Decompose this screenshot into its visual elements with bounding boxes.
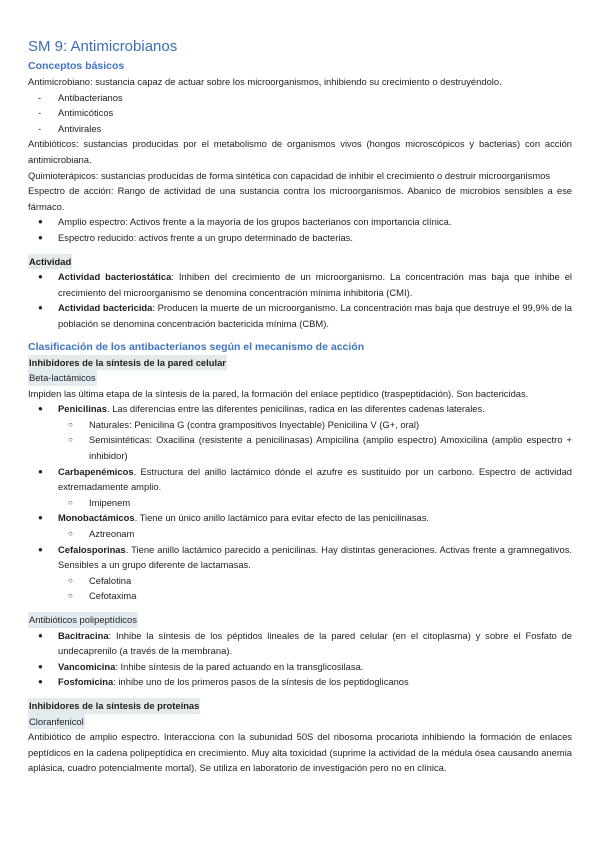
list-item: - Antimicóticos — [28, 105, 572, 121]
espectro-list — [28, 214, 572, 245]
espectro-definition: Espectro de acción: Rango de actividad de una sustancia contra los microorganismos. Abanico de microbios sensibles a ese fármaco. — [28, 185, 572, 212]
antibioticos-definition: Antibióticos: sustancias producidas por el metabolismo de organismos vivos (hongos microscópicos y bacterias) con acción antimicrobiana. — [28, 138, 572, 165]
circle-bullet-icon: ○ — [68, 497, 73, 507]
proteinas-heading: Inhibidores de la síntesis de proteínas — [28, 698, 200, 714]
bullet-icon: ● — [38, 513, 43, 523]
bullet-icon: ● — [38, 303, 43, 313]
bullet-icon: ● — [38, 630, 43, 640]
cloranfenicol-text: Antibiótico de amplio espectro. Interacciona con la subunidad 50S del ribosoma procariota inhibiendo la formación de enlaces peptídicos en la cadena polipeptídica en crecimiento. Muy alta toxicidad (suprime la actividad de la médula ósea causando anemia aplásica, cuadro potencialmente mortal). Se utiliza en laboratorio de investigación pero no en clínica. — [28, 731, 572, 774]
list-item: ● Carbapenémicos. Estructura del anillo lactámico dónde el azufre es sustituido por un carbono. Espectro de actividad extremadamente amplio. ○ Imipenem — [28, 464, 572, 511]
sub-list-item: ○ Semisintéticas: Oxacilina (resistente a penicilinasas) Ampicilina (amplio espectro) Amoxicilina (amplio espectro + inhibidor) — [68, 434, 572, 462]
polipeptidicos-subheading: Antibióticos polipeptídicos — [28, 612, 138, 628]
beta-lactamicos-subheading: Beta-lactámicos — [28, 370, 97, 386]
list-item: ● Vancomicina: Inhibe síntesis de la pared actuando en la transglicosilasa. — [28, 659, 572, 675]
circle-bullet-icon: ○ — [68, 529, 73, 539]
antimicrobiano-definition: Antimicrobiano: sustancia capaz de actuar sobre los microorganismos, inhibiendo su crecimiento o destruyéndolo. — [28, 76, 502, 87]
list-item: ● Espectro reducido: activos frente a un grupo determinado de bacterias. — [28, 230, 572, 246]
pared-intro: Impiden las última etapa de la síntesis de la pared, la formación del enlace peptídico (traspeptidación). Son bactericidas. — [28, 387, 529, 399]
sub-list-item: ○ Aztreonam — [28, 526, 572, 542]
conceptos-heading: Conceptos básicos — [28, 60, 125, 72]
sub-list-item: ○ Imipenem — [28, 495, 572, 511]
circle-bullet-icon: ○ — [68, 435, 73, 445]
pared-heading: Inhibidores de la síntesis de la pared celular — [28, 355, 227, 371]
bullet-icon: ● — [38, 404, 43, 414]
penicilinas-sublist — [28, 417, 572, 464]
list-item: - Antibacterianos — [28, 90, 572, 106]
list-item: ● Actividad bactericida: Producen la muerte de un microorganismo. La concentración mas baja que destruye el 99,9% de la población se denomina concentración bactericida mínima (CBM). — [38, 302, 572, 329]
actividad-list — [28, 269, 572, 331]
cefalosporinas-sublist — [28, 573, 572, 604]
sub-list-item: ○ Cefalotina — [28, 573, 572, 589]
beta-lactam-list — [28, 401, 572, 604]
list-item: ● Amplio espectro: Activos frente a la mayoría de los grupos bacterianos con importancia clínica. — [28, 214, 572, 230]
antimicrobial-types-list — [28, 90, 572, 137]
list-item: ● Cefalosporinas. Tiene anillo lactámico parecido a penicilinas. Hay distintas generaciones. Activas frente a gramnegativos. Sensibles a un grupo diferente de lactamasas. ○ Cefalotina ○ Cefotaxima — [28, 542, 572, 604]
circle-bullet-icon: ○ — [68, 419, 73, 429]
cloranfenicol-subheading: Cloranfenicol — [28, 714, 85, 730]
bullet-icon: ● — [38, 677, 43, 687]
page-title: SM 9: Antimicrobianos — [28, 38, 178, 55]
list-item: ● Bacitracina: Inhibe la síntesis de los péptidos lineales de la pared celular (en el citoplasma) y sobre el Fosfato de undecaprenilo (a través de la membrana). — [38, 629, 572, 657]
actividad-heading: Actividad — [28, 254, 72, 270]
sub-list-item: ○ Naturales: Penicilina G (contra grampositivos Inyectable) Penicilina V (G+, oral) — [28, 417, 572, 433]
list-item: ● Monobactámicos. Tiene un único anillo lactámico para evitar efecto de las penicilinasas. ○ Aztreonam — [28, 510, 572, 541]
circle-bullet-icon: ○ — [68, 575, 73, 585]
sub-list-item: ○ Cefotaxima — [28, 588, 572, 604]
bullet-icon: ● — [38, 466, 43, 476]
list-item: ● Penicilinas. Las diferencias entre las diferentes penicilinas, radica en las diferentes cadenas laterales. ○ Naturales: Penicilina G (contra grampositivos Inyectable) Penicilina V (G+, oral) ○ Semisintéticas: Oxacilina (resistente a penicilinasas) Ampicilina (amplio espectro) Amoxicilina (amplio espectro + inhibidor) — [28, 401, 572, 463]
bullet-icon: ● — [38, 232, 43, 242]
bullet-icon: ● — [38, 272, 43, 282]
list-item: ● Actividad bacteriostática: Inhiben del crecimiento de un microorganismo. La concentración mas baja que inhibe el crecimiento del microorganismo se denomina concentración mínima inhibitoria (CMI). — [38, 271, 572, 298]
quimioterapicos-definition: Quimioterápicos: sustancias producidas de forma sintética con capacidad de inhibir el crecimiento o destruir microorganismos — [28, 169, 551, 181]
list-item: ● Fosfomicina: inhibe uno de los primeros pasos de la síntesis de los peptidoglicanos — [28, 674, 572, 690]
bullet-icon: ● — [38, 544, 43, 554]
polipeptidicos-list — [28, 628, 572, 690]
list-item: - Antivirales — [28, 121, 572, 137]
bullet-icon: ● — [38, 217, 43, 227]
monobactamicos-sublist — [28, 526, 572, 542]
clasificacion-heading: Clasificación de los antibacterianos según el mecanismo de acción — [28, 340, 365, 353]
carbapenemicos-sublist — [28, 495, 572, 511]
bullet-icon: ● — [38, 661, 43, 671]
circle-bullet-icon: ○ — [68, 591, 73, 601]
